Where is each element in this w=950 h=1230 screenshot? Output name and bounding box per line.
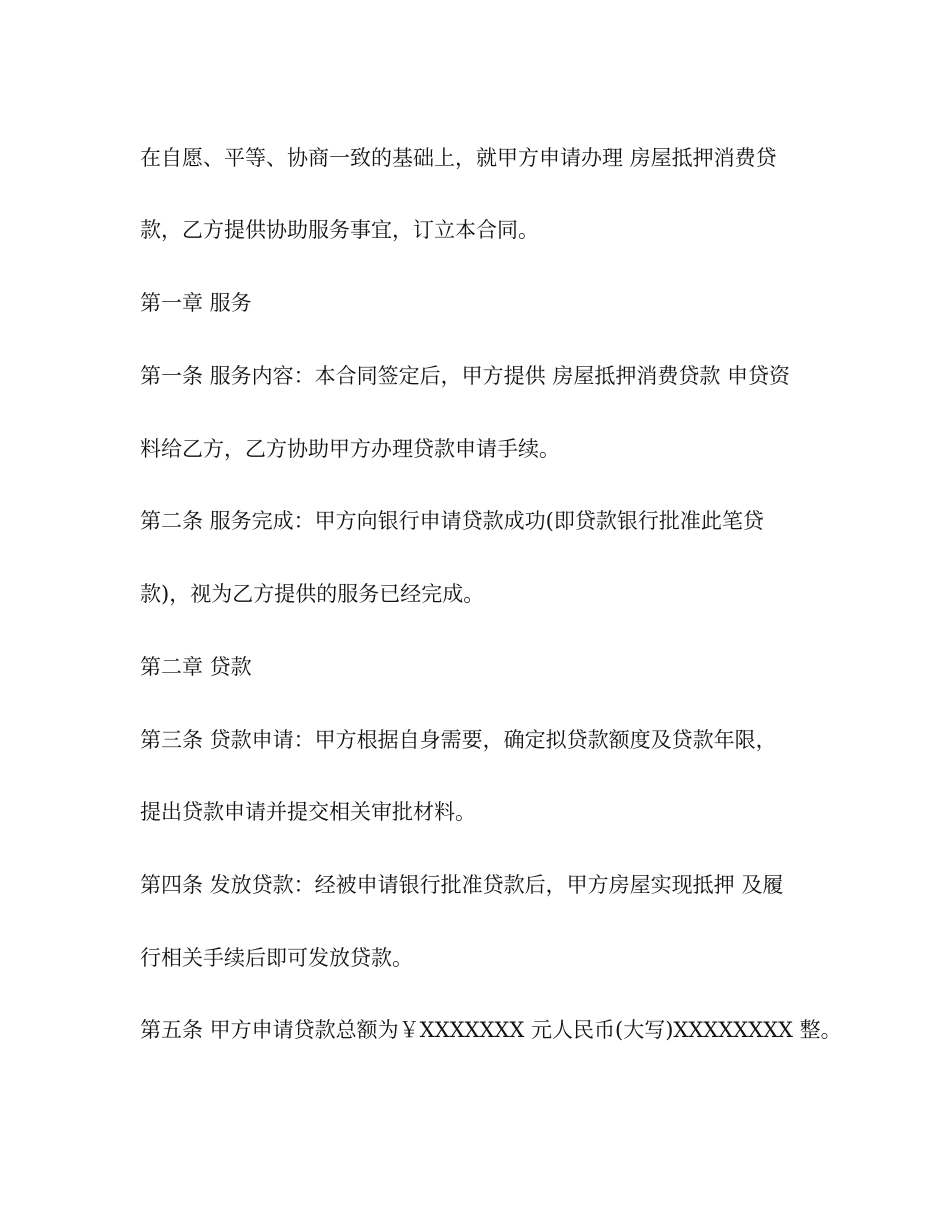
chapter-heading-2: 第二章 贷款 [140, 655, 252, 679]
article-5-line-1: 第五条 甲方申请贷款总额为￥XXXXXXX 元人民币(大写)XXXXXXXX 整。 [140, 1018, 842, 1042]
paragraph-intro-line-2: 款，乙方提供协助服务事宜，订立本合同。 [140, 218, 539, 242]
article-3-line-1: 第三条 贷款申请：甲方根据自身需要，确定拟贷款额度及贷款年限， [140, 728, 777, 752]
article-1-line-2: 料给乙方，乙方协助甲方办理贷款申请手续。 [140, 437, 560, 461]
chapter-heading-1: 第一章 服务 [140, 291, 252, 315]
article-4-line-1: 第四条 发放贷款：经被申请银行批准贷款后，甲方房屋实现抵押 及履 [140, 873, 784, 897]
paragraph-intro-line-1: 在自愿、平等、协商一致的基础上，就甲方申请办理 房屋抵押消费贷 [140, 146, 777, 170]
article-2-line-1: 第二条 服务完成：甲方向银行申请贷款成功(即贷款银行批准此笔贷 [140, 509, 764, 533]
article-3-line-2: 提出贷款申请并提交相关审批材料。 [140, 800, 476, 824]
article-4-line-2: 行相关手续后即可发放贷款。 [140, 946, 413, 970]
article-2-line-2: 款)，视为乙方提供的服务已经完成。 [140, 582, 485, 606]
article-1-line-1: 第一条 服务内容：本合同签定后，甲方提供 房屋抵押消费贷款 申贷资 [140, 364, 791, 388]
